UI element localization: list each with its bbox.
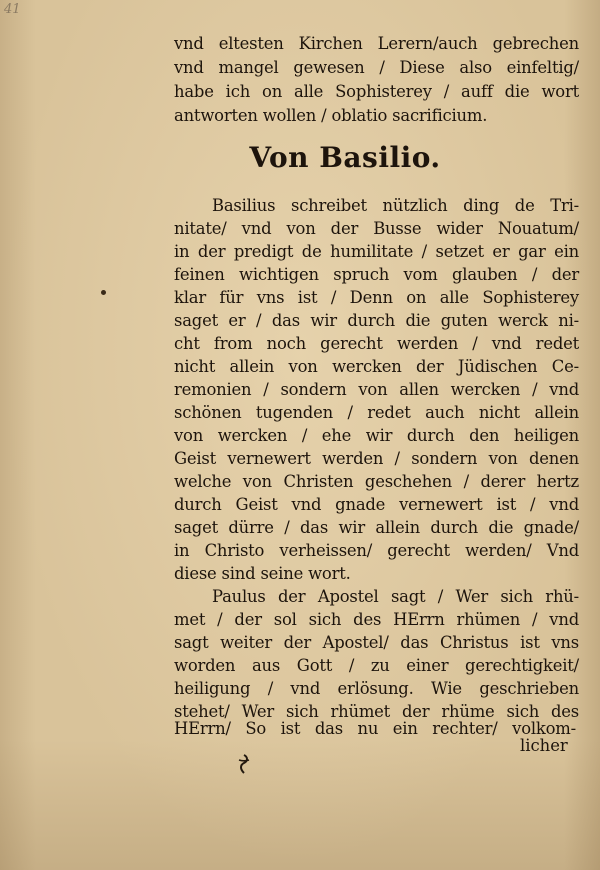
text-line: in Christo verheissen/ gerecht werden/ Vnd bbox=[174, 541, 579, 560]
catchword: licher bbox=[520, 736, 568, 755]
text-line: durch Geist vnd gnade vernewert ist / vnd bbox=[174, 495, 579, 514]
margin-mark bbox=[101, 290, 106, 295]
text-line: cht from noch gerecht werden / vnd redet bbox=[174, 334, 579, 353]
page-number: 41 bbox=[4, 2, 21, 17]
text-line: klar für vns ist / Denn on alle Sophisterey bbox=[174, 288, 579, 307]
text-line: von wercken / ehe wir durch den heiligen bbox=[174, 426, 579, 445]
ornament-icon bbox=[235, 753, 253, 775]
text-line: schönen tugenden / redet auch nicht allein bbox=[174, 403, 579, 422]
text-line: feinen wichtigen spruch vom glauben / der bbox=[174, 265, 579, 284]
text-line: saget dürre / das wir allein durch die gnade/ bbox=[174, 518, 579, 537]
text-line: remonien / sondern von allen wercken / vnd bbox=[174, 380, 579, 399]
text-line: worden aus Gott / zu einer gerechtigkeit/ bbox=[174, 656, 579, 675]
text-line: Basilius schreibet nützlich ding de Tri- bbox=[212, 196, 579, 215]
text-line: Paulus der Apostel sagt / Wer sich rhü- bbox=[212, 587, 579, 606]
section-heading: Von Basilio. bbox=[249, 141, 441, 174]
text-line: met / der sol sich des HErrn rhümen / vnd bbox=[174, 610, 579, 629]
text-line: HErrn/ So ist das nu ein rechter/ volkom- bbox=[174, 719, 576, 738]
text-line: Geist vernewert werden / sondern von denen bbox=[174, 449, 579, 468]
text-line: saget er / das wir durch die guten werck ni- bbox=[174, 311, 579, 330]
text-line: vnd mangel gewesen / Diese also einfeltig/ bbox=[174, 58, 579, 77]
text-line: nitate/ vnd von der Busse wider Nouatum/ bbox=[174, 219, 579, 238]
text-line: vnd eltesten Kirchen Lerern/auch gebrechen bbox=[174, 34, 579, 53]
text-line: heiligung / vnd erlösung. Wie geschrieben bbox=[174, 679, 579, 698]
text-line: in der predigt de humilitate / setzet er gar ein bbox=[174, 242, 579, 261]
text-line: sagt weiter der Apostel/ das Christus ist vns bbox=[174, 633, 579, 652]
text-line: habe ich on alle Sophisterey / auff die wort bbox=[174, 82, 579, 101]
text-line: diese sind seine wort. bbox=[174, 564, 351, 583]
text-line: nicht allein von wercken der Jüdischen Ce- bbox=[174, 357, 579, 376]
text-line: antworten wollen / oblatio sacrificium. bbox=[174, 106, 488, 125]
text-line: stehet/ Wer sich rhümet der rhüme sich des bbox=[174, 702, 579, 721]
text-line: welche von Christen geschehen / derer hertz bbox=[174, 472, 579, 491]
